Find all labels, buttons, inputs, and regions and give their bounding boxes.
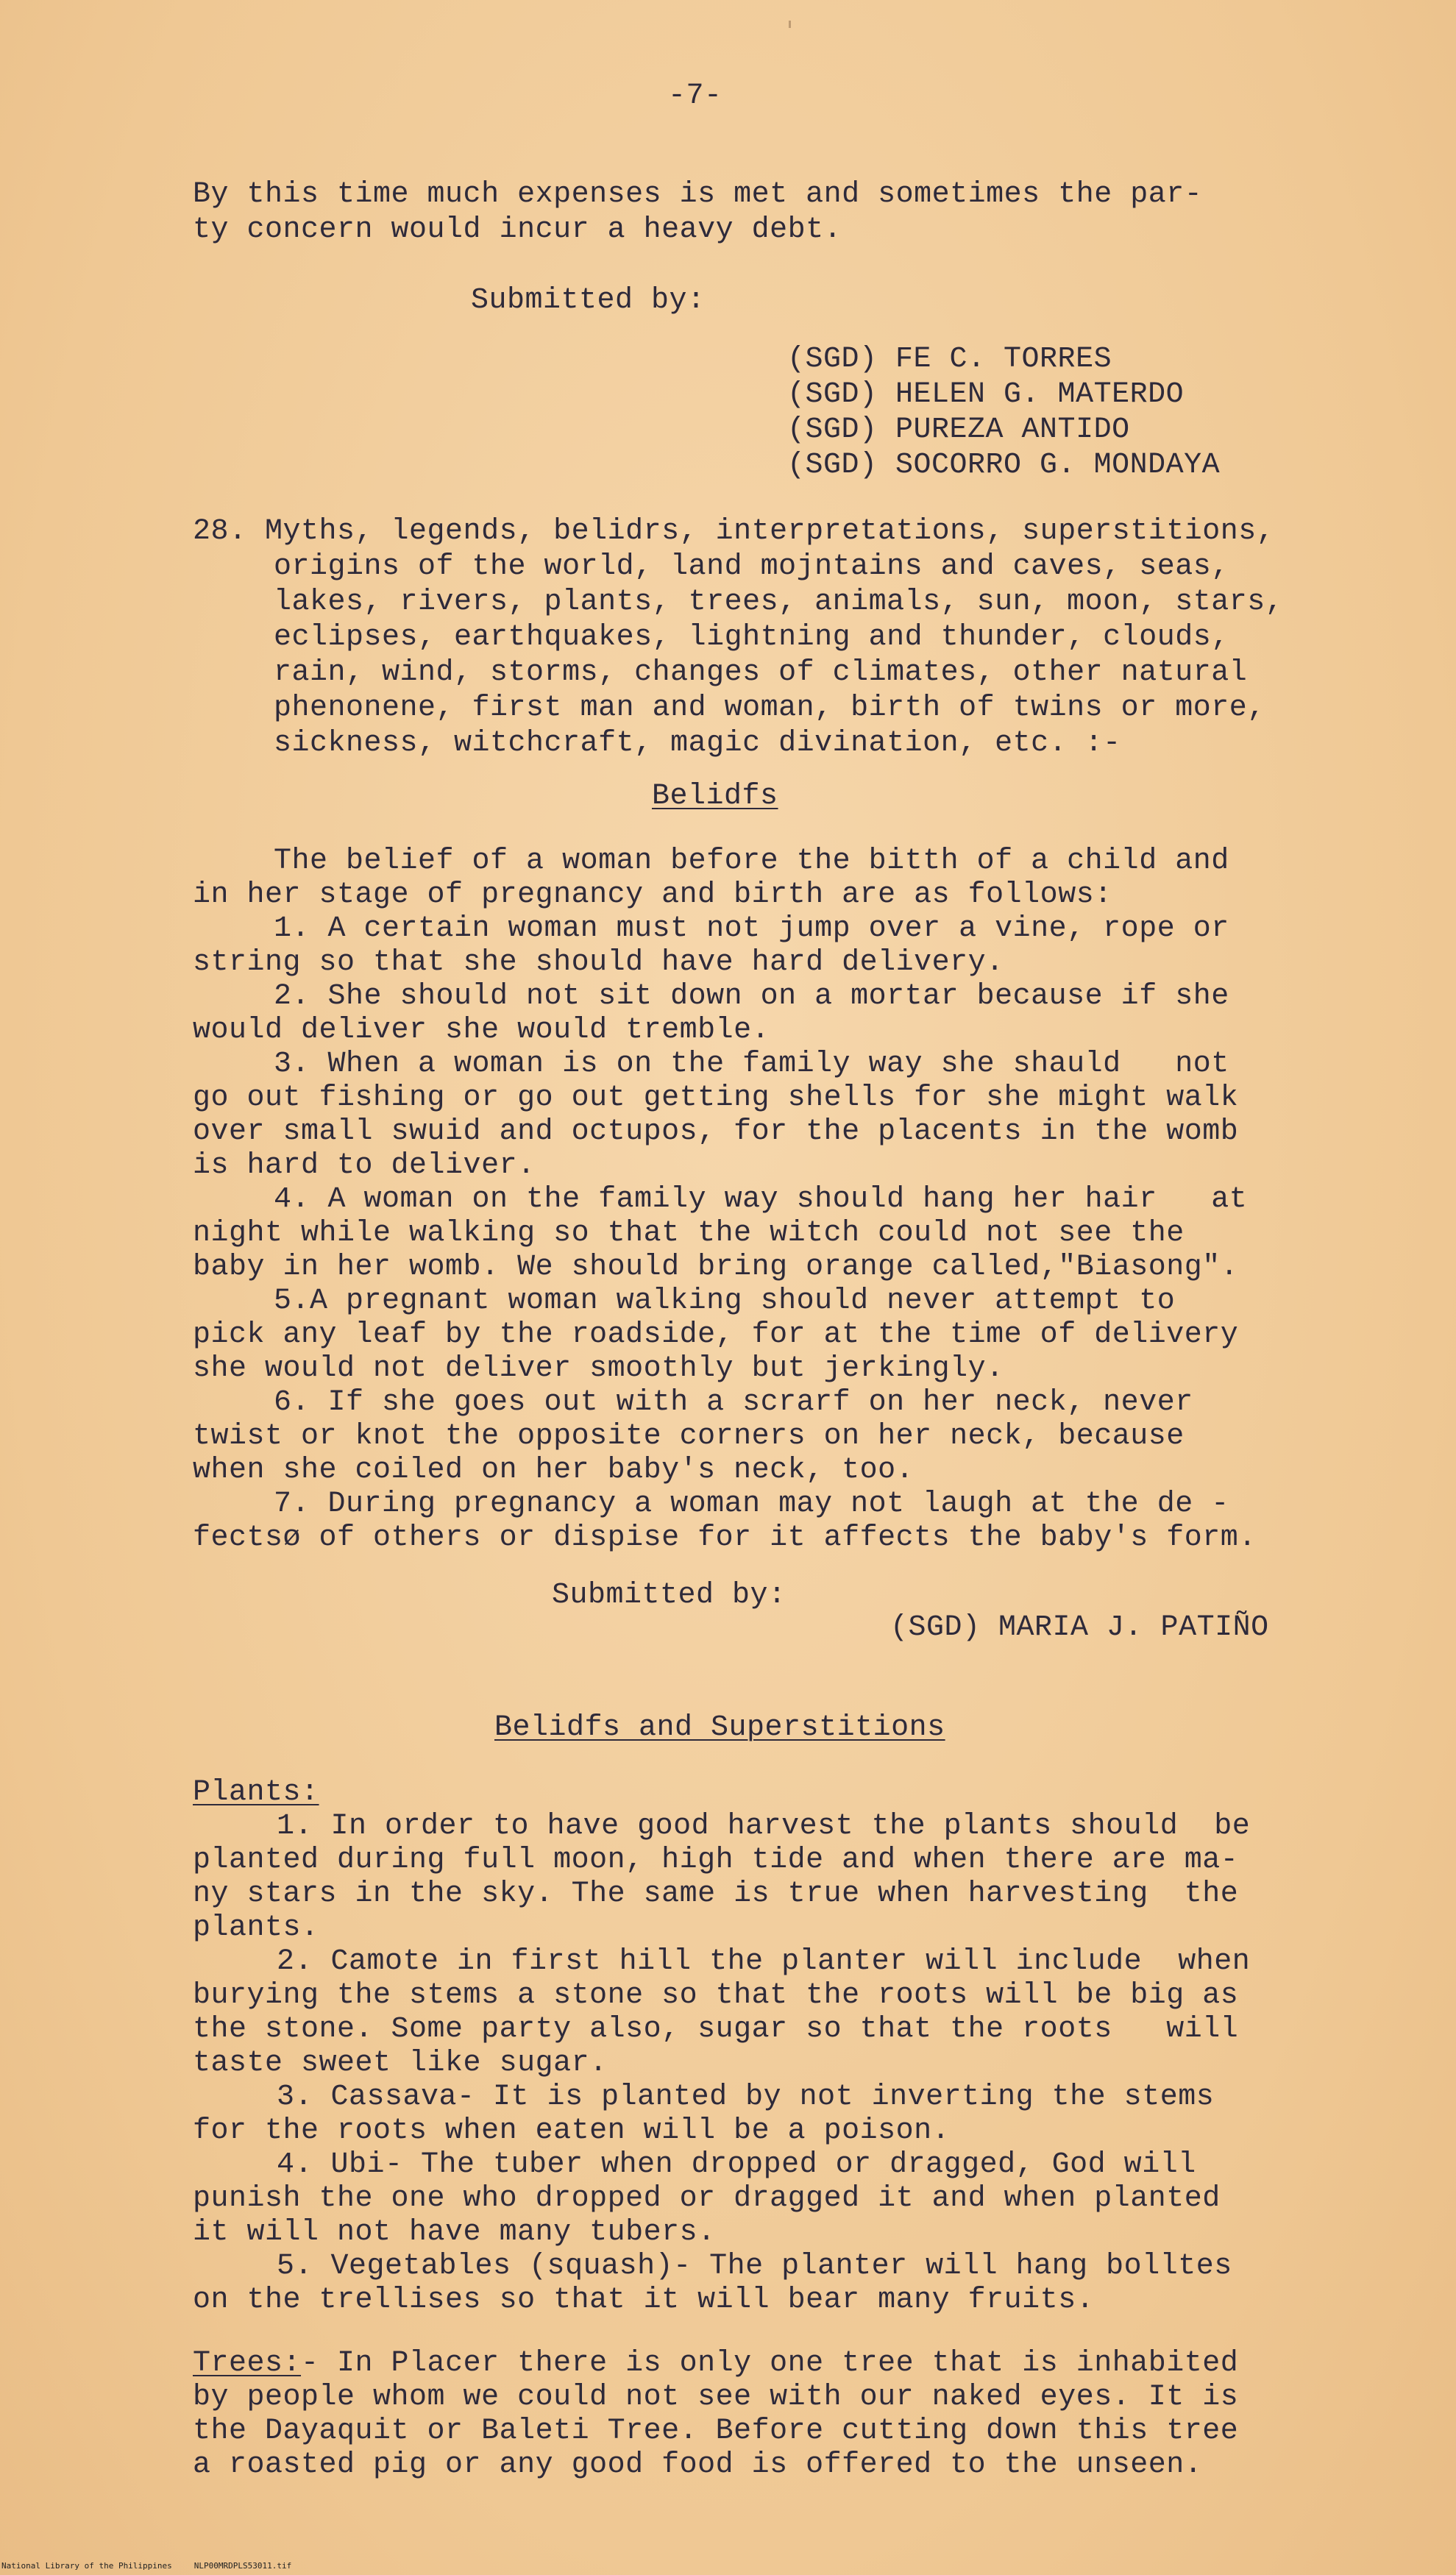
item28-line-1: 28. Myths, legends, belidrs, interpretations, superstitions, [193, 515, 1275, 548]
plants-line-9: 3. Cassava- It is planted by not inverting the stems [277, 2081, 1215, 2114]
beliefs-line-6: would deliver she would tremble. [193, 1014, 770, 1047]
trees-first-text: - In Placer there is only one tree that is inhabited [301, 2347, 1239, 2380]
intro-line-2: ty concern would incur a heavy debt. [193, 213, 842, 246]
plants-line-3: ny stars in the sky. The same is true when harvesting the [193, 1878, 1239, 1911]
beliefs-line-16: she would not deliver smoothly but jerkingly. [193, 1352, 1004, 1385]
plants-line-1: 1. In order to have good harvest the plants should be [277, 1810, 1251, 1843]
beliefs-line-20: 7. During pregnancy a woman may not laugh at the de - [274, 1488, 1229, 1521]
plants-line-8: taste sweet like sugar. [193, 2047, 608, 2080]
beliefs-line-17: 6. If she goes out with a scrarf on her neck, never [274, 1386, 1193, 1419]
plants-line-15: on the trellises so that it will bear many fruits. [193, 2284, 1095, 2317]
item28-line-3: lakes, rivers, plants, trees, animals, sun, moon, stars, [274, 586, 1284, 619]
beliefs-line-21: fectsø of others or dispise for it affects the baby's form. [193, 1521, 1257, 1555]
plants-line-4: plants. [193, 1911, 319, 1944]
plants-line-2: planted during full moon, high tide and when there are ma- [193, 1844, 1239, 1877]
signer-1: (SGD) FE C. TORRES [787, 343, 1112, 376]
beliefs-line-13: baby in her womb. We should bring orange called,"Biasong". [193, 1251, 1239, 1284]
item28-line-6: phenonene, first man and woman, birth of twins or more, [274, 692, 1265, 725]
beliefs-line-3: 1. A certain woman must not jump over a vine, rope or [274, 912, 1229, 945]
signer-2: (SGD) HELEN G. MATERDO [787, 378, 1185, 411]
beliefs-line-8: go out fishing or go out getting shells for she might walk [193, 1082, 1239, 1115]
signer-4: (SGD) SOCORRO G. MONDAYA [787, 449, 1221, 482]
trees-label: Trees: [193, 2347, 302, 2380]
plants-line-12: punish the one who dropped or dragged it and when planted [193, 2182, 1221, 2215]
trees-line-4: a roasted pig or any good food is offered to the unseen. [193, 2448, 1203, 2482]
beliefs-line-18: twist or knot the opposite corners on her neck, because [193, 1420, 1185, 1453]
submitted-by-label: Submitted by: [471, 284, 706, 317]
plants-line-11: 4. Ubi- The tuber when dropped or dragged, God will [277, 2148, 1196, 2181]
trees-line-1 [193, 2347, 1238, 2381]
item28-line-5: rain, wind, storms, changes of climates, other natural [274, 656, 1248, 689]
beliefs-line-11: 4. A woman on the family way should hang her hair at [274, 1183, 1248, 1216]
plants-line-7: the stone. Some party also, sugar so that the roots will [193, 2013, 1239, 2046]
beliefs-line-1: The belief of a woman before the bitth of a child and [274, 845, 1229, 878]
beliefs-line-15: pick any leaf by the roadside, for at the time of delivery [193, 1318, 1239, 1352]
trees-line-2: by people whom we could not see with our naked eyes. It is [193, 2381, 1239, 2414]
signer-3: (SGD) PUREZA ANTIDO [787, 413, 1130, 447]
beliefs-line-14: 5.A pregnant woman walking should never attempt to [274, 1285, 1176, 1318]
plants-label: Plants: [193, 1776, 319, 1809]
superstitions-heading: Belidfs and Superstitions [494, 1711, 945, 1744]
beliefs-line-2: in her stage of pregnancy and birth are as follows: [193, 878, 1112, 912]
trees-line-3: the Dayaquit or Baleti Tree. Before cutting down this tree [193, 2415, 1239, 2448]
beliefs-line-19: when she coiled on her baby's neck, too. [193, 1454, 915, 1487]
scan-mark [789, 21, 791, 28]
item28-line-7: sickness, witchcraft, magic divination, etc. :- [274, 727, 1121, 760]
plants-line-6: burying the stems a stone so that the roots will be big as [193, 1979, 1239, 2012]
intro-line-1: By this time much expenses is met and sometimes the par- [193, 178, 1203, 211]
beliefs-line-12: night while walking so that the witch could not see the [193, 1217, 1185, 1250]
plants-line-13: it will not have many tubers. [193, 2216, 716, 2249]
beliefs-line-4: string so that she should have hard delivery. [193, 946, 1004, 979]
scan-footer [1, 2561, 313, 2571]
item28-line-2: origins of the world, land mojntains and caves, seas, [274, 550, 1229, 583]
beliefs-line-7: 3. When a woman is on the family way she shauld not [274, 1048, 1229, 1081]
item28-line-4: eclipses, earthquakes, lightning and thunder, clouds, [274, 621, 1229, 654]
plants-line-10: for the roots when eaten will be a poison. [193, 2114, 951, 2148]
beliefs-line-5: 2. She should not sit down on a mortar because if she [274, 980, 1229, 1013]
footer-library: National Library of the Philippines [1, 2561, 172, 2571]
beliefs-line-9: over small swuid and octupos, for the placents in the womb [193, 1115, 1239, 1148]
page-number: -7- [668, 79, 722, 113]
plants-line-14: 5. Vegetables (squash)- The planter will hang bolltes [277, 2250, 1232, 2283]
signer-patino: (SGD) MARIA J. PATIÑO [890, 1611, 1269, 1644]
footer-file: NLP00MRDPLS53011.tif [193, 2561, 292, 2571]
plants-line-5: 2. Camote in first hill the planter will include when [277, 1945, 1251, 1978]
submitted-by-label-2: Submitted by: [552, 1579, 786, 1612]
beliefs-heading: Belidfs [652, 780, 778, 813]
beliefs-line-10: is hard to deliver. [193, 1149, 536, 1182]
